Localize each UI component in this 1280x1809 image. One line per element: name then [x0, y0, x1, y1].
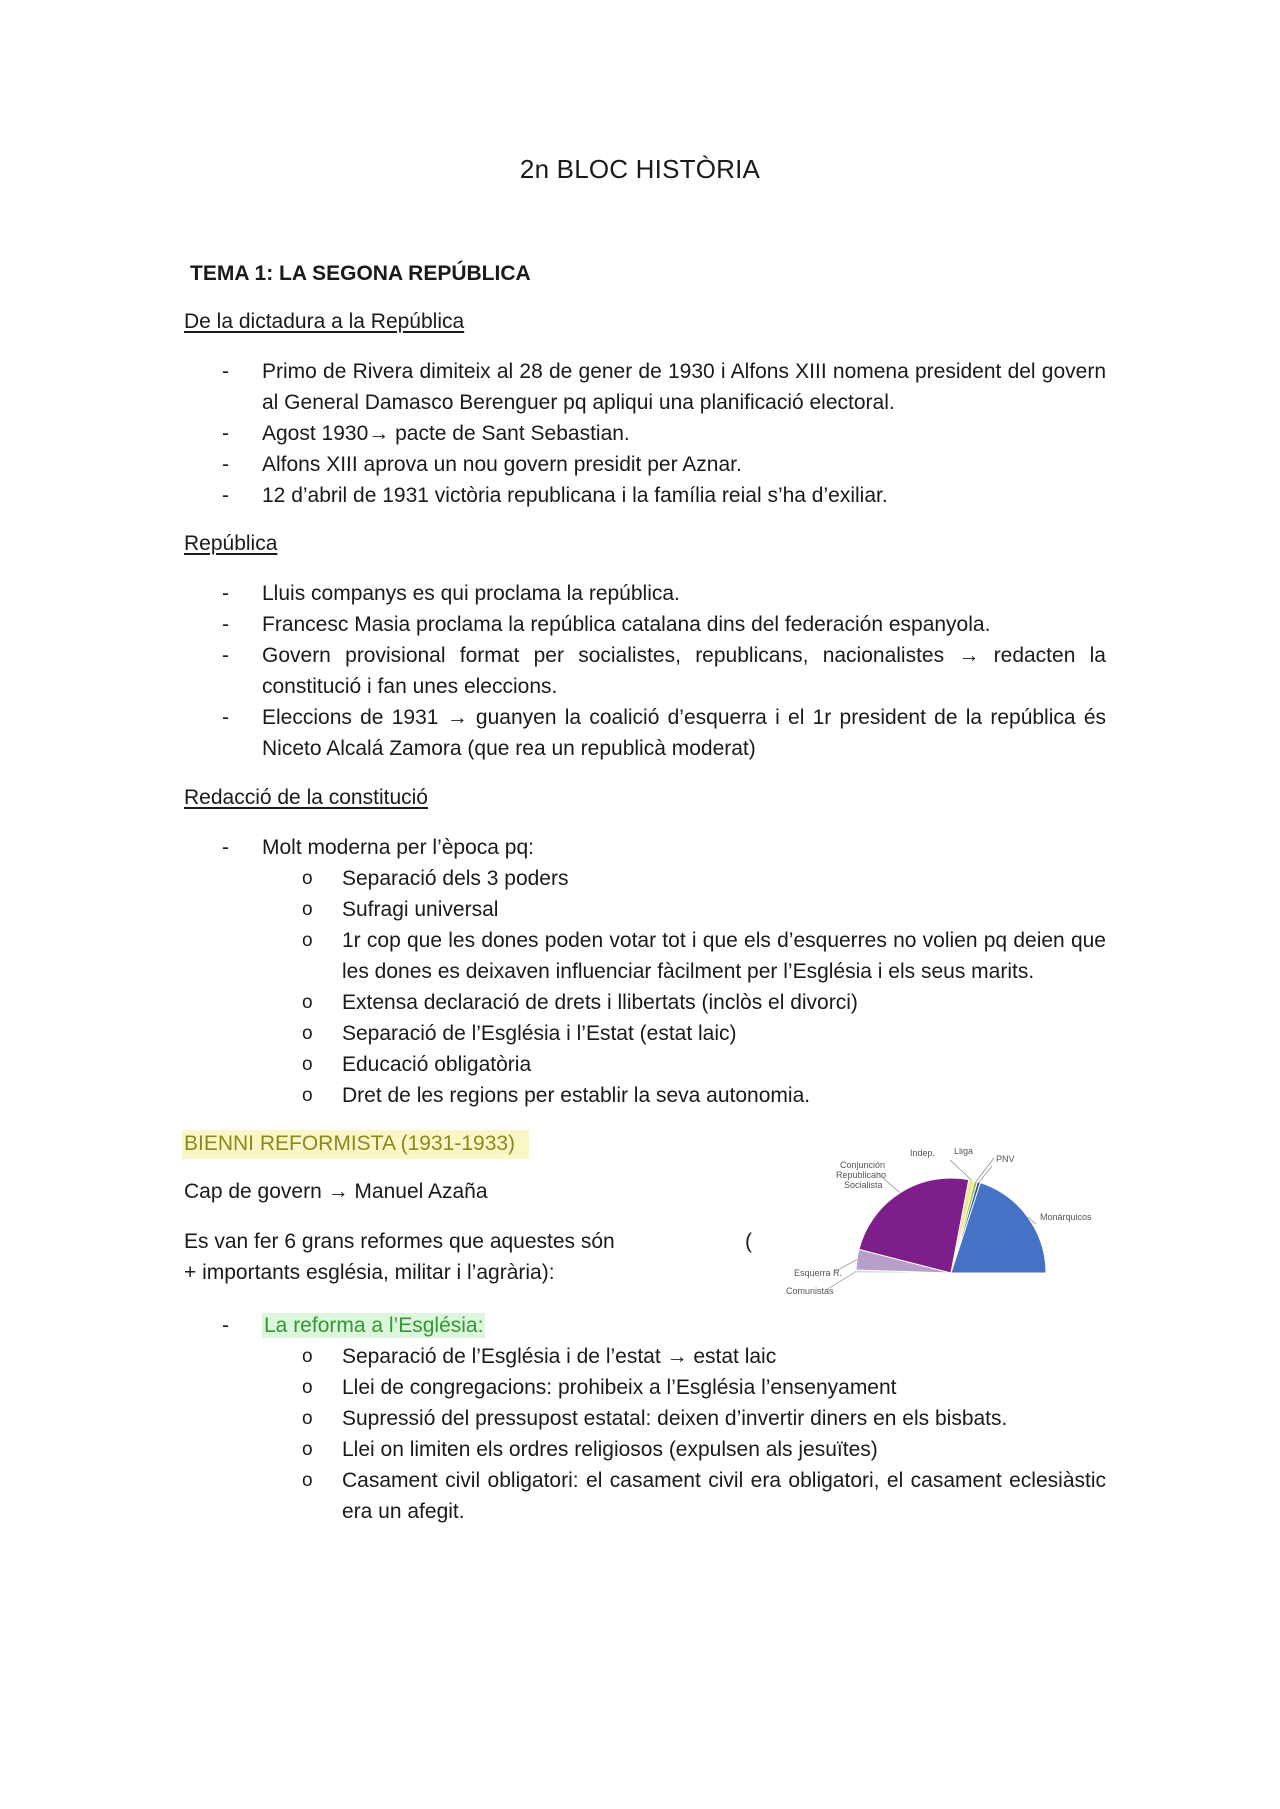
highlighted-heading: BIENNI REFORMISTA (1931-1933): [182, 1130, 529, 1159]
list-item: - Molt moderna per l’època pq:: [184, 832, 1106, 863]
sub-list-item: o Sufragi universal: [302, 894, 1106, 925]
document-title: 2n BLOC HISTÒRIA: [519, 154, 761, 184]
pie-leader-line: [976, 1158, 994, 1181]
sub-list-item: o Extensa declaració de drets i llibertats (inclòs el divorci): [302, 987, 1106, 1018]
list-item: - Primo de Rivera dimiteix al 28 de gener de 1930 i Alfons XIII nomena president del govern al General Damasco Berenguer pq apliqui una planificació electoral.: [184, 356, 1106, 418]
section-heading-constitucio: Redacció de la constitució: [184, 786, 428, 809]
church-reform-list: [184, 1310, 1106, 1341]
section-list-dictadura: [184, 356, 1106, 511]
parliament-chart: [778, 1148, 1118, 1298]
sub-list-item: o Dret de les regions per establir la seva autonomia.: [302, 1080, 1106, 1111]
section-list-republica: [184, 578, 1106, 764]
pie-leader-line: [950, 1160, 972, 1180]
list-item: - Alfons XIII aprova un nou govern presidit per Aznar.: [184, 449, 1106, 480]
pie-slice-label: PNV: [996, 1154, 1015, 1164]
list-item: - Govern provisional format per socialistes, republicans, nacionalistes → redacten la constitució i fan unes eleccions.: [184, 640, 1106, 702]
sub-list-item: o Llei de congregacions: prohibeix a l’Església l’ensenyament: [302, 1372, 1106, 1403]
sub-list-item: o Casament civil obligatori: el casament civil era obligatori, el casament eclesiàstic era un afegit.: [302, 1465, 1106, 1527]
pie-slice-label: Monárquicos: [1040, 1212, 1092, 1222]
reforms-intro-paren: (: [745, 1230, 752, 1253]
sub-list-item: o 1r cop que les dones poden votar tot i que els d’esquerres no volien pq deien que les dones es deixaven influenciar fàcilment per l’Església i els seus marits.: [302, 925, 1106, 987]
sub-list-item: o Supressió del pressupost estatal: deixen d’invertir diners en els bisbats.: [302, 1403, 1106, 1434]
topic-heading: TEMA 1: LA SEGONA REPÚBLICA: [190, 262, 531, 285]
section-heading-dictadura: De la dictadura a la República: [184, 310, 465, 333]
sub-list-item: o Educació obligatòria: [302, 1049, 1106, 1080]
pie-leader-line: [834, 1260, 857, 1272]
sub-list-item: o Separació dels 3 poders: [302, 863, 1106, 894]
list-item: - Lluis companys es qui proclama la república.: [184, 578, 1106, 609]
parliament-pie-svg: [778, 1148, 1118, 1298]
list-item: - Francesc Masia proclama la república catalana dins del federación espanyola.: [184, 609, 1106, 640]
pie-slice-label: Lliga: [954, 1148, 974, 1156]
sub-list-item: o Separació de l’Església i l’Estat (estat laic): [302, 1018, 1106, 1049]
list-item: - Agost 1930→ pacte de Sant Sebastian.: [184, 418, 1106, 449]
head-of-government: Cap de govern → Manuel Azaña: [184, 1180, 488, 1203]
list-item: - 12 d’abril de 1931 victòria republicana i la família reial s’ha d’exiliar.: [184, 480, 1106, 511]
pie-slice-label: Indep.: [910, 1148, 936, 1158]
sub-list-item: o Llei on limiten els ordres religiosos (expulsen als jesuïtes): [302, 1434, 1106, 1465]
pie-leader-line: [979, 1166, 992, 1182]
section-heading-republica: República: [184, 532, 278, 555]
bienni-heading: [182, 1128, 529, 1159]
section-list-constitucio: [184, 832, 1106, 863]
constitution-sublist: [302, 863, 1106, 1111]
reforms-intro-line1: Es van fer 6 grans reformes que aquestes són: [184, 1230, 615, 1253]
church-reform-sublist: [302, 1341, 1106, 1527]
reforms-intro-line2: + importants església, militar i l’agrària):: [184, 1261, 555, 1284]
list-item: [184, 1310, 1106, 1341]
sub-list-item: o Separació de l’Església i de l’estat → estat laic: [302, 1341, 1106, 1372]
list-item: - Eleccions de 1931 → guanyen la coalició d’esquerra i el 1r president de la república és Niceto Alcalá Zamora (que rea un republicà moderat): [184, 702, 1106, 764]
pie-slice-label: Comunistas: [786, 1286, 834, 1296]
church-reform-title: La reforma a l’Església:: [264, 1314, 484, 1337]
pie-slice-label: Esquerra R.: [794, 1268, 843, 1278]
pie-slice-label: Conjunción Republicano Socialista: [836, 1160, 887, 1190]
